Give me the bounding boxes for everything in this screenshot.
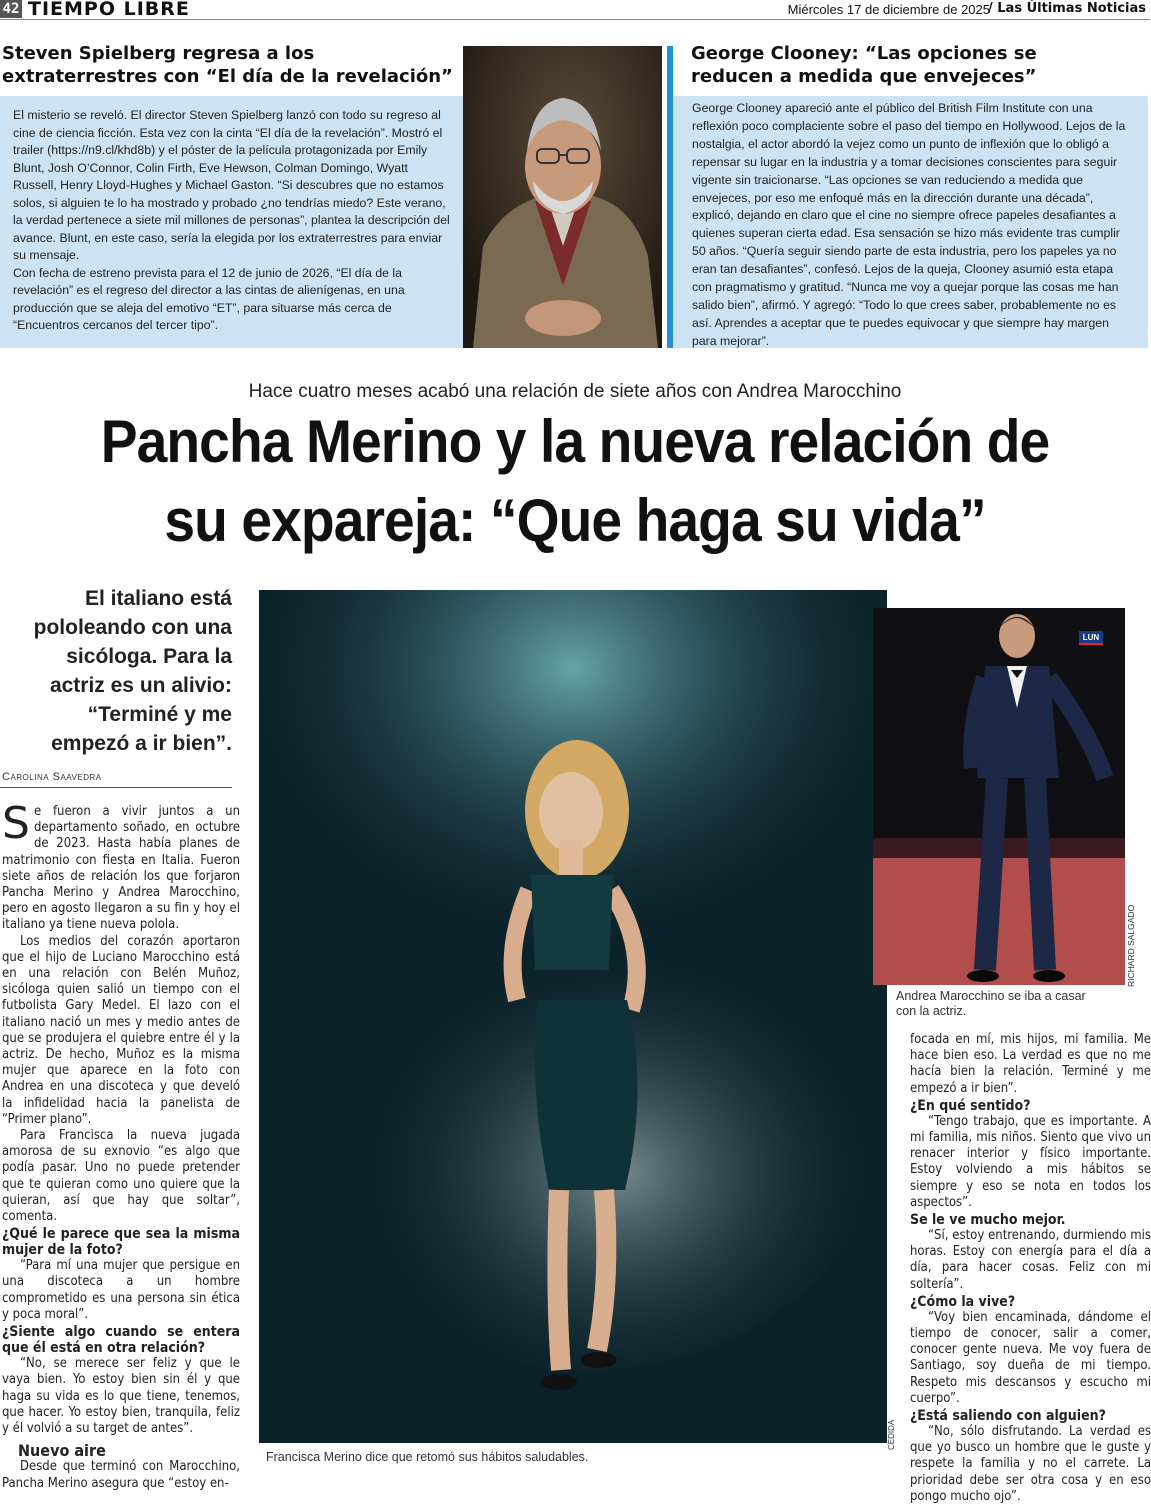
answer: “No, se merece ser feliz y que le vaya bien. Yo estoy bien sin él y que haga su vida es lo que tiene, tenemos, que hacer. Yo estoy bien, tranquila, feliz y él volvió a su target de antes”. [2,1356,240,1436]
right-photo-caption: Andrea Marocchino se iba a casar con la actriz. [896,989,1086,1018]
brief-left-paragraph: Con fecha de estreno prevista para el 12 de junio de 2026, “El día de la revelación” es el regreso del director a las cintas de alienígenas, en una producción que se aleja del emotivo “ET”, para situarse más cerca de “Encuentros cercanos del tercer tipo”. [13,265,405,332]
right-photo-credit: RICHARD SALGADO [1126,904,1136,987]
answer: “Para mí una mujer que persigue en una discoteca a un hombre comprometido es una persona sin ética y poca moral”. [2,1258,240,1322]
brief-left-paragraph: El misterio se reveló. El director Steven Spielberg lanzó con todo su regreso al cine de ciencia ficción. Esta vez con la cinta “El día de la revelación”. Mostró el trailer (https://n9.cl/khd8b) y el póster de la película protagonizada por Emily Blunt, Josh O’Connor, Colin Firth, Eve Hewson, Colman Domingo, Wyatt Russell, Henry Lloyd-Hughes y Michael Gaston. “Si descubres que no estamos solos, si alguien te lo ha mostrado y probado ¿no tendrías miedo? Este verano, la verdad pertenece a siete mil millones de personas”, plantea la descripción del avance. Blunt, en este caso, sería la elegida por los extraterrestres para enviar su mensaje. [13,108,450,262]
question: ¿En qué sentido? [910,1097,1031,1114]
kicker: Hace cuatro meses acabó una relación de siete años con Andrea Marocchino [248,381,902,402]
answer: “Sí, estoy entrenando, durmiendo mis horas. Estoy con energía para el día a día, para hacer cosas. Feliz con mi soltería”. [910,1228,1151,1292]
lun-badge: LUN [1079,631,1103,645]
body-paragraph: Para Francisca la nueva jugada amorosa de su exnovio “es algo que podía pasar. Uno no puede pretender que te quieran como uno quiere que la quieran, así que hay que soltar”, comenta. [2,1128,240,1225]
brief-left-text [13,107,454,335]
brief-left-title-line: extraterrestres con “El día de la revelación” [2,66,453,87]
publication-name: / Las Últimas Noticias [987,1,1146,16]
answer: “Voy bien encaminada, dándome el tiempo de conocer, salir a comer, conocer gente nueva. Me voy fuera de Santiago, soy dueña de mi tiempo. Respeto mis descansos y escucho mi cuerpo”. [910,1309,1151,1406]
question: ¿Siente algo cuando se entera que él está en otra relación? [2,1324,240,1357]
brief-right-title-line: George Clooney: “Las opciones se [691,43,1037,64]
body-paragraph: focada en mí, mis hijos, mi familia. Me hace bien eso. La verdad es que no me hacía bien la relación. Terminé y me empezó a ir bien”. [910,1032,1151,1096]
page-number: 42 [0,0,22,18]
brief-right-paragraph: George Clooney apareció ante el público del British Film Institute con una reflexión poco complaciente sobre el paso del tiempo en Hollywood. Lejos de la nostalgia, el actor abordó la vejez como un punto de inflexión que lo obligó a repensar su lugar en la industria y a tomar decisiones conscientes para seguir vigente sin traicionarse. “Las opciones se van reduciendo a medida que envejeces, por eso me enfoqué más en la dirección durante una década”, explicó, dejando en claro que el cine no siempre ofrece papeles desafiantes a quienes superan cierta edad. Esa sensación se hizo más evidente tras cumplir 50 años. “Quería seguir siendo parte de esta industria, pero los papeles ya no eran tan desafiantes”, confesó. Lejos de la queja, Clooney asumió esta etapa con pragmatismo y gratitud. “Nunca me voy a quejar porque las cosas me han salido bien”, afirmó. Y agregó: “Todo lo que crees saber, probablemente no es así. Aprendes a aceptar que te puedes equivocar y que siempre hay margen para mejorar”. [692,101,1126,348]
question: Se le ve mucho mejor. [910,1212,1066,1229]
issue-date: Miércoles 17 de diciembre de 2025 [787,2,990,17]
byline-rule [0,787,232,788]
main-photo [259,590,887,1443]
main-photo-caption: Francisca Merino dice que retomó sus hábitos saludables. [266,1450,589,1464]
brief-right-text [692,100,1134,351]
byline: Carolina Saavedra [2,771,102,783]
page-header [0,0,1150,20]
body-column-left [2,798,240,1491]
brief-right-title [691,42,1150,88]
body-paragraph: Desde que terminó con Marocchino, Pancha Merino asegura que “estoy en- [2,1459,240,1491]
section-name: TIEMPO LIBRE [28,0,190,20]
body-paragraph [2,798,240,934]
brief-left-box [0,96,463,348]
body-paragraph: Los medios del corazón aportaron que el hijo de Luciano Marocchino está en una relación con Belén Muñoz, sicóloga quien salió un tiempo con el futbolista Gary Medel. El lazo con el italiano nació un mes y medio antes de que se produjera el quiebre entre él y la actriz. De hecho, Muñoz es la misma mujer que aparece en la foto con Andrea en una discoteca y que develó la infidelidad hacia la panelista de “Primer plano”. [2,933,240,1127]
deck: El italiano está pololeando con una sicóloga. Para la actriz es un alivio: “Terminé y me empezó a ir bien”. [33,587,232,755]
question: ¿Qué le parece que sea la misma mujer de la foto? [2,1226,240,1259]
spielberg-illustration [463,46,662,348]
brief-left-title [2,42,462,88]
marocchino-photo [873,608,1125,985]
body-text: e fueron a vivir juntos a un departamento soñado, en octubre de 2023. Hasta había planes de matrimonio con fiesta en Italia. Fueron siete años de relación los que forjaron Pancha Merino y Andrea Marocchino, pero en agosto llegaron a su fin y hoy el italiano ya tiene nueva polola. [2,804,240,933]
brief-right-box [673,96,1148,348]
headline-line: su expareja: “Que haga su vida” [164,487,986,554]
body-column-right [910,1032,1151,1504]
answer: “Tengo trabajo, que es importante. A mi familia, mis niños. Siento que vivo un renacer interior y físico importante. Estoy volviendo a mis hábitos se siempre y eso se nota en todos los aspectos”. [910,1113,1151,1210]
headline-line: Pancha Merino y la nueva relación de [100,408,1050,475]
merino-illustration [259,590,887,1443]
headline [46,402,1104,560]
drop-cap: S [2,798,30,849]
brief-right-title-line: reducen a medida que envejeces” [691,66,1037,87]
spielberg-photo [463,46,662,348]
marocchino-illustration [873,608,1125,985]
brief-left-title-line: Steven Spielberg regresa a los [2,43,315,64]
question: ¿Está saliendo con alguien? [910,1408,1106,1425]
answer: “No, sólo disfrutando. La verdad es que yo busco un hombre que le guste y respete la familia y no el carrete. La prioridad debe ser otra cosa y en eso pongo mucho ojo”. [910,1424,1151,1504]
main-photo-credit: CEDIDA [887,1419,896,1450]
question: ¿Cómo la vive? [910,1293,1016,1310]
subhead: Nuevo aire [18,1441,106,1461]
